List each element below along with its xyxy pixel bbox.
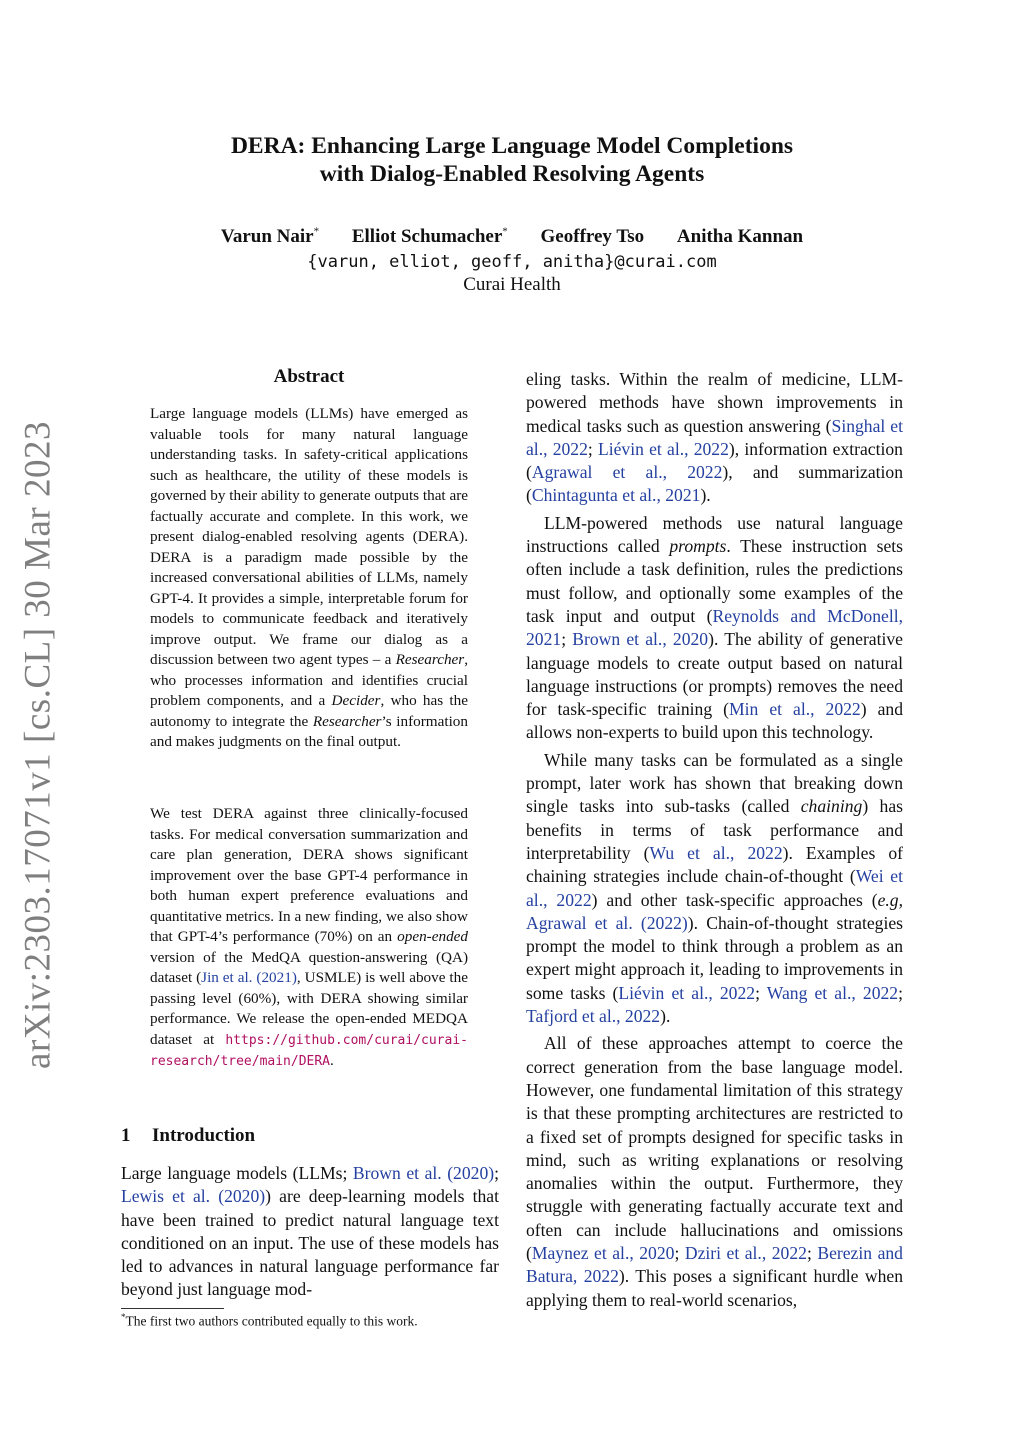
paragraph: eling tasks. Within the realm of medicine, LLM-powered methods have shown improvements in medical tasks such as question answering (Singhal et al., 2022; Liévin et al., 2022), information extraction (Agrawal et al., 2022), and summarization (Chintagunta et al., 2021). <box>526 369 903 506</box>
title-line-1: DERA: Enhancing Large Language Model Completions <box>230 133 794 159</box>
citation-link[interactable]: Min et al., 2022 <box>729 699 861 720</box>
author-list <box>150 226 874 248</box>
section-number: 1 <box>121 1125 131 1146</box>
author <box>221 226 319 247</box>
paragraph: LLM-powered methods use natural language instructions called prompts. These instruction sets often include a task definition, rules the predictions must follow, and optionally some examples of the task input and output (Reynolds and McDonell, 2021; Brown et al., 2020). The ability of generative language models to create output based on natural language instructions (or prompts) removes the need for task-specific training (Min et al., 2022) and allows non-experts to build upon this technology. <box>526 512 904 743</box>
paragraph: While many tasks can be formulated as a single prompt, later work has shown that breaking down single tasks into sub-tasks (called chaining) has benefits in terms of task performance and interpretability (Wu et al., 2022). Examples of chaining strategies include chain-of-thought (Wei et al., 2022) and other task-specific approaches (e.g, Agrawal et al. (2022)). Chain-of-thought strategies prompt the model to think through a problem as an expert might approach it, leading to improvements in some tasks (Liévin et al., 2022; Wang et al., 2022; Tafjord et al., 2022). <box>526 749 904 1027</box>
title-line-2: with Dialog-Enabled Resolving Agents <box>319 161 705 187</box>
citation-link[interactable]: Jin et al. (2021) <box>201 969 297 986</box>
citation-link[interactable]: Agrawal et al. (2022) <box>526 912 688 933</box>
section-title: Introduction <box>152 1125 256 1146</box>
author-mark: * <box>502 226 508 238</box>
author <box>677 226 803 247</box>
paragraph: All of these approaches attempt to coerce the correct generation from the base language model. However, one fundamental limitation of this strategy is that these prompting architectures are restricted to a fixed set of prompts designed for specific tasks in mind, such as writing explanations or resolving anomalies within the output. Furthermore, they struggle with generating factually accurate text and often can include hallucinations and omissions (Maynez et al., 2020; Dziri et al., 2022; Berezin and Batura, 2022). This poses a significant hurdle when applying them to real-world scenarios, <box>526 1033 903 1310</box>
citation-link[interactable]: Liévin et al., 2022 <box>618 982 756 1003</box>
author <box>541 226 645 247</box>
citation-link[interactable]: Berezin and Batura, 2022 <box>526 1242 903 1287</box>
paper-title <box>150 132 874 188</box>
citation-link[interactable]: Singhal et al., 2022 <box>526 415 903 459</box>
citation-link[interactable]: Liévin et al., 2022 <box>597 438 729 459</box>
abstract-paragraph-1: Large language models (LLMs) have emerged as valuable tools for many natural language understanding tasks. In safety-critical applications such as healthcare, the utility of these models is governed by their ability to generate outputs that are factually accurate and complete. In this work, we present dialog-enabled resolving agents (DERA). DERA is a paradigm made possible by the increased conversational abilities of LLMs, namely GPT-4. It provides a simple, interpretable forum for models to communicate feedback and iteratively improve output. We frame our dialog as a discussion between two agent types – a Researcher, who processes information and identifies crucial problem components, and a Decider, who has the autonomy to integrate the Researcher’s information and makes judgments on the final output. <box>150 405 468 750</box>
author-emails: {varun, elliot, geoff, anitha}@curai.com <box>307 252 717 272</box>
citation-link[interactable]: Lewis et al. (2020) <box>121 1186 266 1207</box>
citation-link[interactable]: Wei et al., 2022 <box>526 866 903 910</box>
citation-link[interactable]: Chintagunta et al., 2021 <box>531 485 701 506</box>
citation-link[interactable]: Wang et al., 2022 <box>766 982 899 1003</box>
citation-link[interactable]: Brown et al., 2020 <box>572 629 709 650</box>
author-name: Geoffrey Tso <box>540 226 645 248</box>
citation-link[interactable]: Reynolds and McDonell, 2021 <box>526 605 904 650</box>
citation-link[interactable]: Agrawal et al., 2022 <box>531 462 723 483</box>
footnote: *The first two authors contributed equally to this work. <box>121 1312 418 1329</box>
intro-left-column: Large language models (LLMs; Brown et al. (2020); Lewis et al. (2020)) are deep-learning models that have been trained to predict natural language text conditioned on an input. The use of these models has led to advances in natural language performance far beyond just language mod- <box>121 1163 499 1300</box>
author <box>352 226 508 247</box>
citation-link[interactable]: Tafjord et al., 2022 <box>526 1006 661 1027</box>
author-mark: * <box>313 226 320 238</box>
intro-right-column <box>526 368 903 1316</box>
arxiv-stamp-text: arXiv:2303.17071v1 [cs.CL] 30 Mar 2023 <box>17 421 59 1069</box>
footnote-rule <box>121 1308 224 1309</box>
repo-url-link[interactable]: https://github.com/curai/curai-research/tree/main/DERA <box>150 1032 468 1069</box>
abstract-heading: Abstract <box>273 366 345 387</box>
citation-link[interactable]: Wu et al., 2022 <box>649 842 783 863</box>
section-heading-introduction <box>121 1125 255 1147</box>
author-name: Varun Nair <box>220 226 314 248</box>
affiliation: Curai Health <box>463 274 561 295</box>
citation-link[interactable]: Dziri et al., 2022 <box>684 1242 807 1263</box>
abstract-paragraph-2: We test DERA against three clinically-focused tasks. For medical conversation summarization and care plan generation, DERA shows significant improvement over the base GPT-4 performance in both human expert preference evaluations and quantitative metrics. In a new finding, we also show that GPT-4’s performance (70%) on an open-ended version of the MedQA question-answering (QA) dataset (Jin et al. (2021), USMLE) is well above the passing level (60%), with DERA showing similar performance. We release the open-ended MEDQA dataset at https://github.com/curai/curai-research/tree/main/DERA. <box>150 805 468 1069</box>
arxiv-stamp <box>8 395 68 1095</box>
author-name: Anitha Kannan <box>676 226 804 248</box>
citation-link[interactable]: Brown et al. (2020) <box>352 1163 495 1183</box>
author-name: Elliot Schumacher <box>351 226 503 248</box>
citation-link[interactable]: Maynez et al., 2020 <box>531 1242 675 1263</box>
